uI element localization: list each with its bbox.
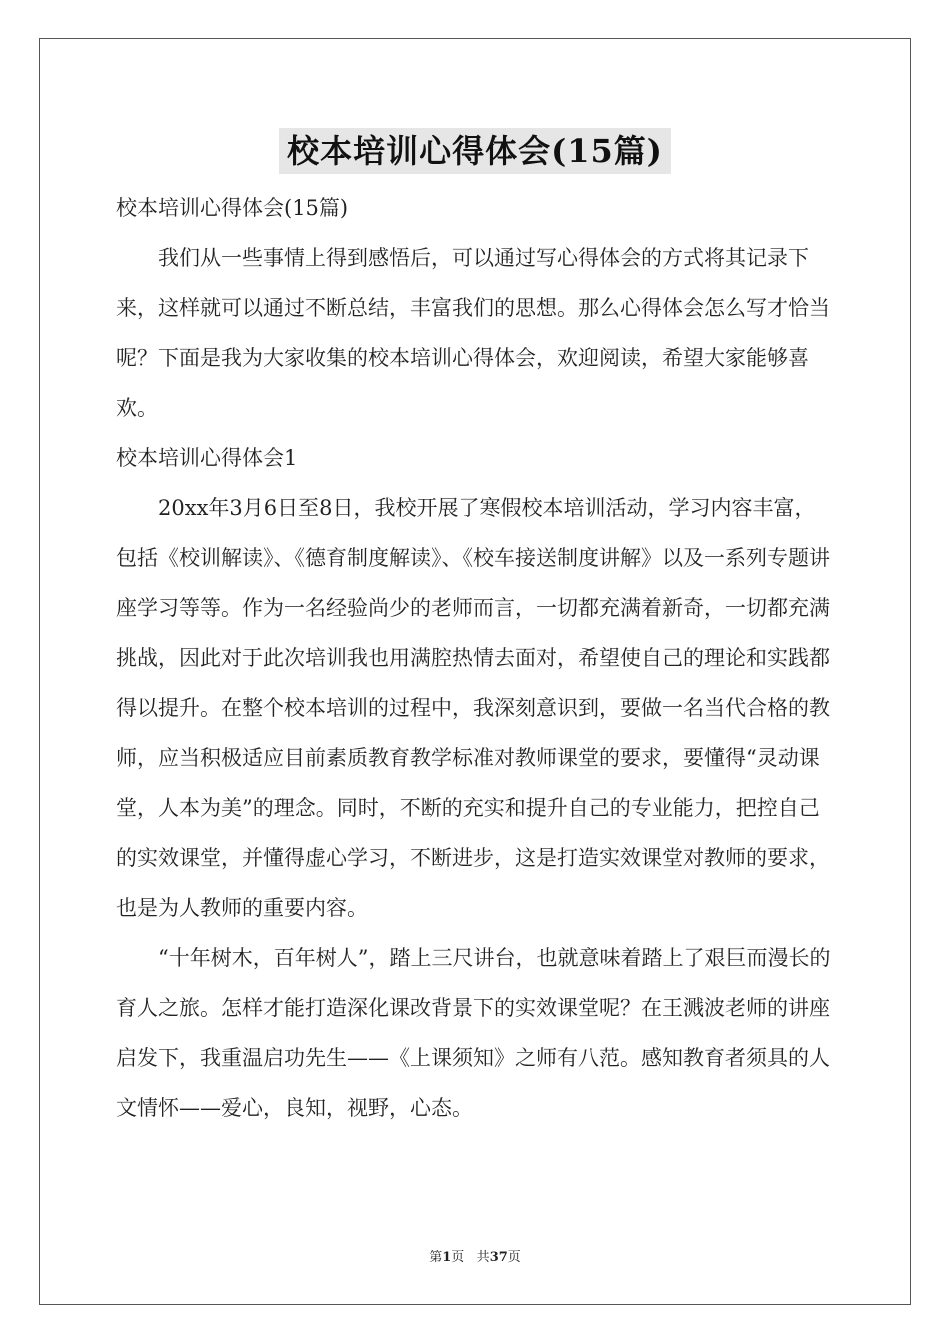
total-prefix: 共 [476,1250,490,1265]
page-prefix: 第 [429,1250,443,1265]
page-number: 1 [442,1250,452,1265]
paragraph: 我们从一些事情上得到感悟后，可以通过写心得体会的方式将其记录下来，这样就可以通过不断总结，丰富我们的思想。那么心得体会怎么写才恰当呢？下面是我为大家收集的校本培训心得体会，欢迎阅读，希望大家能够喜欢。 [116,246,830,420]
paragraph: “十年树木，百年树人”，踏上三尺讲台，也就意味着踏上了艰巨而漫长的育人之旅。怎样才能打造深化课改背景下的实效课堂呢？在王溅波老师的讲座启发下，我重温启功先生——《上课须知》之师有八范。感知教育者须具的人文情怀——爱心，良知，视野，心态。 [116,946,831,1120]
paragraph: 校本培训心得体会(15篇) [116,196,349,220]
page-suffix: 页 [451,1250,465,1265]
total-pages: 37 [489,1250,508,1265]
page-footer [0,1246,950,1265]
paragraph: 校本培训心得体会1 [116,446,298,470]
document-title: 校本培训心得体会(15篇) [279,128,671,174]
title-container [0,128,950,174]
total-suffix: 页 [507,1250,521,1265]
document-body [116,183,834,1133]
paragraph: 20xx年3月6日至8日，我校开展了寒假校本培训活动，学习内容丰富，包括《校训解读》、《德育制度解读》、《校车接送制度讲解》以及一系列专题讲座学习等等。作为一名经验尚少的老师而言，一切都充满着新奇，一切都充满挑战，因此对于此次培训我也用满腔热情去面对，希望使自己的理论和实践都得以提升。在整个校本培训的过程中，我深刻意识到，要做一名当代合格的教师，应当积极适应目前素质教育教学标准对教师课堂的要求，要懂得“灵动课堂，人本为美”的理念。同时，不断的充实和提升自己的专业能力，把控自己的实效课堂，并懂得虚心学习，不断进步，这是打造实效课堂对教师的要求，也是为人教师的重要内容。 [116,496,830,920]
